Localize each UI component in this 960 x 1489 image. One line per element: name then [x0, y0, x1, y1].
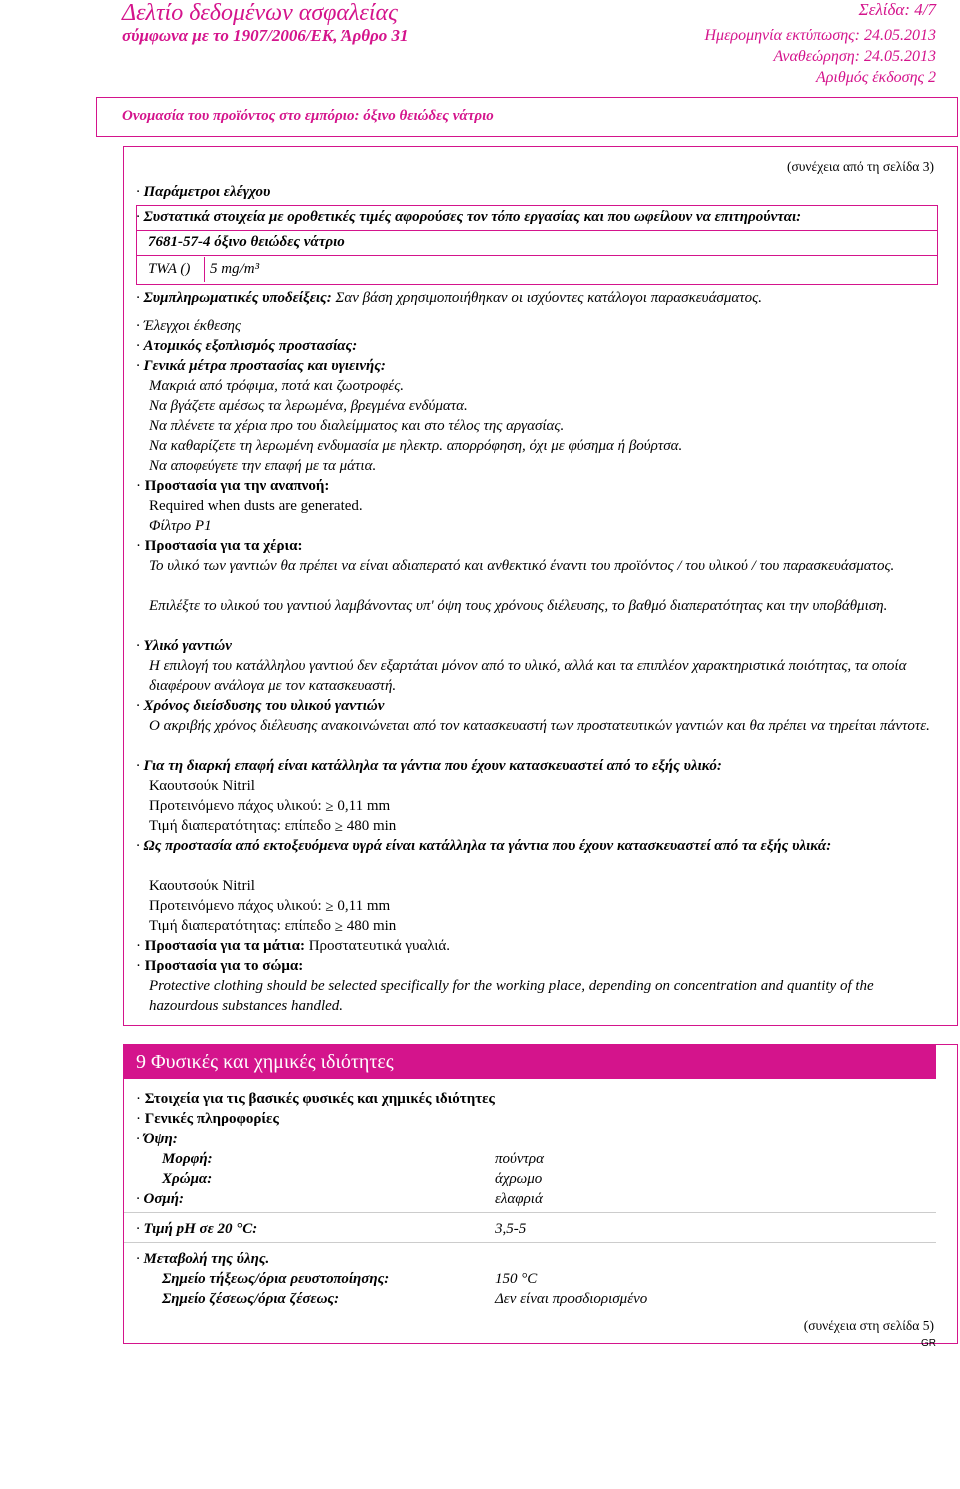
hand-protection-heading: · Προστασία για τα χέρια: — [136, 536, 303, 556]
permeation-value: 480 min — [346, 818, 397, 834]
revision-date: Αναθεώρηση: 24.05.2013 — [773, 48, 936, 65]
boiling-point-label: Σημείο ζέσεως/όρια ζέσεως: — [162, 1291, 340, 1307]
greater-equal-icon: ≥ — [334, 919, 343, 935]
form-value: πούντρα — [495, 1151, 544, 1167]
divider — [124, 1242, 936, 1243]
hand-protection-text: Επιλέξτε το υλικού του γαντιού λαμβάνοντας υπ' όψη τους χρόνους διέλευσης, το βαθμό διαπερατότητας και την υποβάθμιση. — [149, 598, 888, 614]
respiratory-protection-heading: · Προστασία για την αναπνοή: — [136, 476, 329, 496]
twa-value: 5 mg/m³ — [210, 261, 260, 277]
glove-material-name: Καουτσούκ Nitril — [149, 778, 255, 794]
document-title: Δελτίο δεδομένων ασφαλείας — [122, 0, 398, 26]
thickness-label: Προτεινόμενο πάχος υλικού: — [149, 798, 322, 814]
continued-from-note: (συνέχεια από τη σελίδα 3) — [786, 159, 934, 174]
product-name: Ονομασία του προϊόντος στο εμπόριο: όξινο θειώδες νάτριο — [122, 108, 494, 124]
glove-material-text: Η επιλογή του κατάλληλου γαντιού δεν εξαρτάται μόνον από το υλικό, αλλά και τα επιπλέον χαρακτηριστικά ποιότητας, τα οποία διαφέρουν ανάλογα με τον κατασκευαστή. — [149, 658, 907, 694]
appearance-heading: · Όψη: — [136, 1129, 178, 1149]
page-number: Σελίδα: 4/7 — [858, 0, 936, 19]
table-divider — [136, 230, 938, 231]
color-value: άχρωμο — [495, 1171, 543, 1187]
greater-equal-icon: ≥ — [334, 819, 343, 835]
ingredients-title: · Συστατικά στοιχεία με οροθετικές τιμές αφορούσες τον τόπο εργασίας και που ωφείλουν να επιτηρούνται: — [136, 207, 801, 227]
greater-equal-icon: ≥ — [325, 899, 334, 915]
general-measure-line: Να πλένετε τα χέρια προ του διαλείμματος και στο τέλος της αργασίας. — [149, 418, 565, 434]
ph-value: 3,5-5 — [495, 1221, 527, 1237]
body-protection-heading: · Προστασία για το σώμα: — [136, 956, 303, 976]
permeation-label: Τιμή διαπερατότητας: επίπεδο — [149, 918, 331, 934]
print-date: Ημερομηνία εκτύπωσης: 24.05.2013 — [704, 27, 936, 44]
table-divider — [204, 257, 205, 282]
eye-protection-label: · Προστασία για τα μάτια: — [136, 938, 305, 954]
thickness-value: 0,11 mm — [337, 798, 391, 814]
general-measure-line: Να καθαρίζετε τη λερωμένη ενδυμασία με ηλεκτρ. απορρόφηση, όχι με φύσημα ή βούρτσα. — [149, 438, 683, 454]
respiratory-line: Φίλτρο P1 — [149, 518, 212, 534]
glove-material-name: Καουτσούκ Nitril — [149, 878, 255, 894]
divider — [124, 1212, 936, 1213]
greater-equal-icon: ≥ — [325, 799, 334, 815]
respiratory-line: Required when dusts are generated. — [149, 498, 363, 514]
ppe-heading: · Ατομικός εξοπλισμός προστασίας: — [136, 336, 357, 356]
general-measures-heading: · Γενικά μέτρα προστασίας και υγιεινής: — [136, 356, 386, 376]
control-parameters-heading: · Παράμετροι ελέγχου — [136, 182, 270, 202]
section9-heading: 9 Φυσικές και χημικές ιδιότητες — [124, 1045, 936, 1079]
country-code: GR — [921, 1338, 936, 1349]
long-contact-heading: · Για τη διαρκή επαφή είναι κατάλληλα τα γάντια που έχουν κατασκευαστεί από το εξής υλικό: — [136, 756, 722, 776]
document-subtitle: σύμφωνα με το 1907/2006/ΕΚ, Άρθρο 31 — [122, 26, 409, 45]
penetration-time-text: Ο ακριβής χρόνος διέλευσης ανακοινώνεται από τον κατασκευαστή των προστατευτικών γαντιών και θα πρέπει να τηρείται πάντοτε. — [149, 718, 930, 734]
general-measure-line: Να βγάζετε αμέσως τα λερωμένα, βρεγμένα ενδύματα. — [149, 398, 468, 414]
eye-protection-text: Προστατευτικά γυαλιά. — [308, 938, 450, 954]
twa-label: TWA () — [148, 261, 191, 277]
odour-label: · Οσμή: — [136, 1189, 184, 1209]
odour-value: ελαφριά — [495, 1191, 543, 1207]
splash-protection-heading: · Ως προστασία από εκτοξευόμενα υγρά είναι κατάλληλα τα γάντια που έχουν κατασκευαστεί από τα εξής υλικά: — [136, 836, 941, 856]
glove-material-heading: · Υλικό γαντιών — [136, 636, 232, 656]
melting-point-label: Σημείο τήξεως/όρια ρευστοποίησης: — [162, 1271, 390, 1287]
boiling-point-value: Δεν είναι προσδιορισμένο — [495, 1291, 648, 1307]
body-protection-text: Protective clothing should be selected specifically for the working place, depending on concentration and quantity of the hazourdous substances handled. — [149, 978, 874, 1014]
basic-properties-heading: · Στοιχεία για τις βασικές φυσικές και χημικές ιδιότητες — [136, 1089, 495, 1109]
permeation-value: 480 min — [346, 918, 397, 934]
general-measure-line: Να αποφεύγετε την επαφή με τα μάτια. — [149, 458, 377, 474]
additional-notes-label: · Συμπληρωματικές υποδείξεις: — [136, 290, 332, 306]
melting-point-value: 150 °C — [495, 1271, 538, 1287]
thickness-label: Προτεινόμενο πάχος υλικού: — [149, 898, 322, 914]
substance-name: 7681-57-4 όξινο θειώδες νάτριο — [148, 234, 345, 250]
color-label: Χρώμα: — [162, 1171, 213, 1187]
form-label: Μορφή: — [162, 1151, 213, 1167]
ph-label: · Τιμή pH σε 20 °C: — [136, 1219, 257, 1239]
hand-protection-text: Το υλικό των γαντιών θα πρέπει να είναι αδιαπερατό και ανθεκτικό έναντι του προϊόντος / του υλικού / του παρασκευάσματος. — [149, 558, 895, 574]
exposure-controls-heading: · Έλεγχοι έκθεσης — [136, 316, 241, 336]
continued-on-note: (συνέχεια στη σελίδα 5) — [803, 1318, 934, 1333]
general-info-heading: · Γενικές πληροφορίες — [136, 1109, 279, 1129]
additional-notes-text: Σαν βάση χρησιμοποιήθηκαν οι ισχύοντες κατάλογοι παρασκευάσματος. — [335, 290, 762, 306]
table-divider — [136, 255, 938, 256]
thickness-value: 0,11 mm — [337, 898, 391, 914]
general-measure-line: Μακριά από τρόφιμα, ποτά και ζωοτροφές. — [149, 378, 405, 394]
version-number: Αριθμός έκδοσης 2 — [815, 69, 936, 86]
state-change-heading: · Μεταβολή της ύλης. — [136, 1249, 269, 1269]
penetration-time-heading: · Χρόνος διείσδυσης του υλικού γαντιών — [136, 696, 384, 716]
permeation-label: Τιμή διαπερατότητας: επίπεδο — [149, 818, 331, 834]
